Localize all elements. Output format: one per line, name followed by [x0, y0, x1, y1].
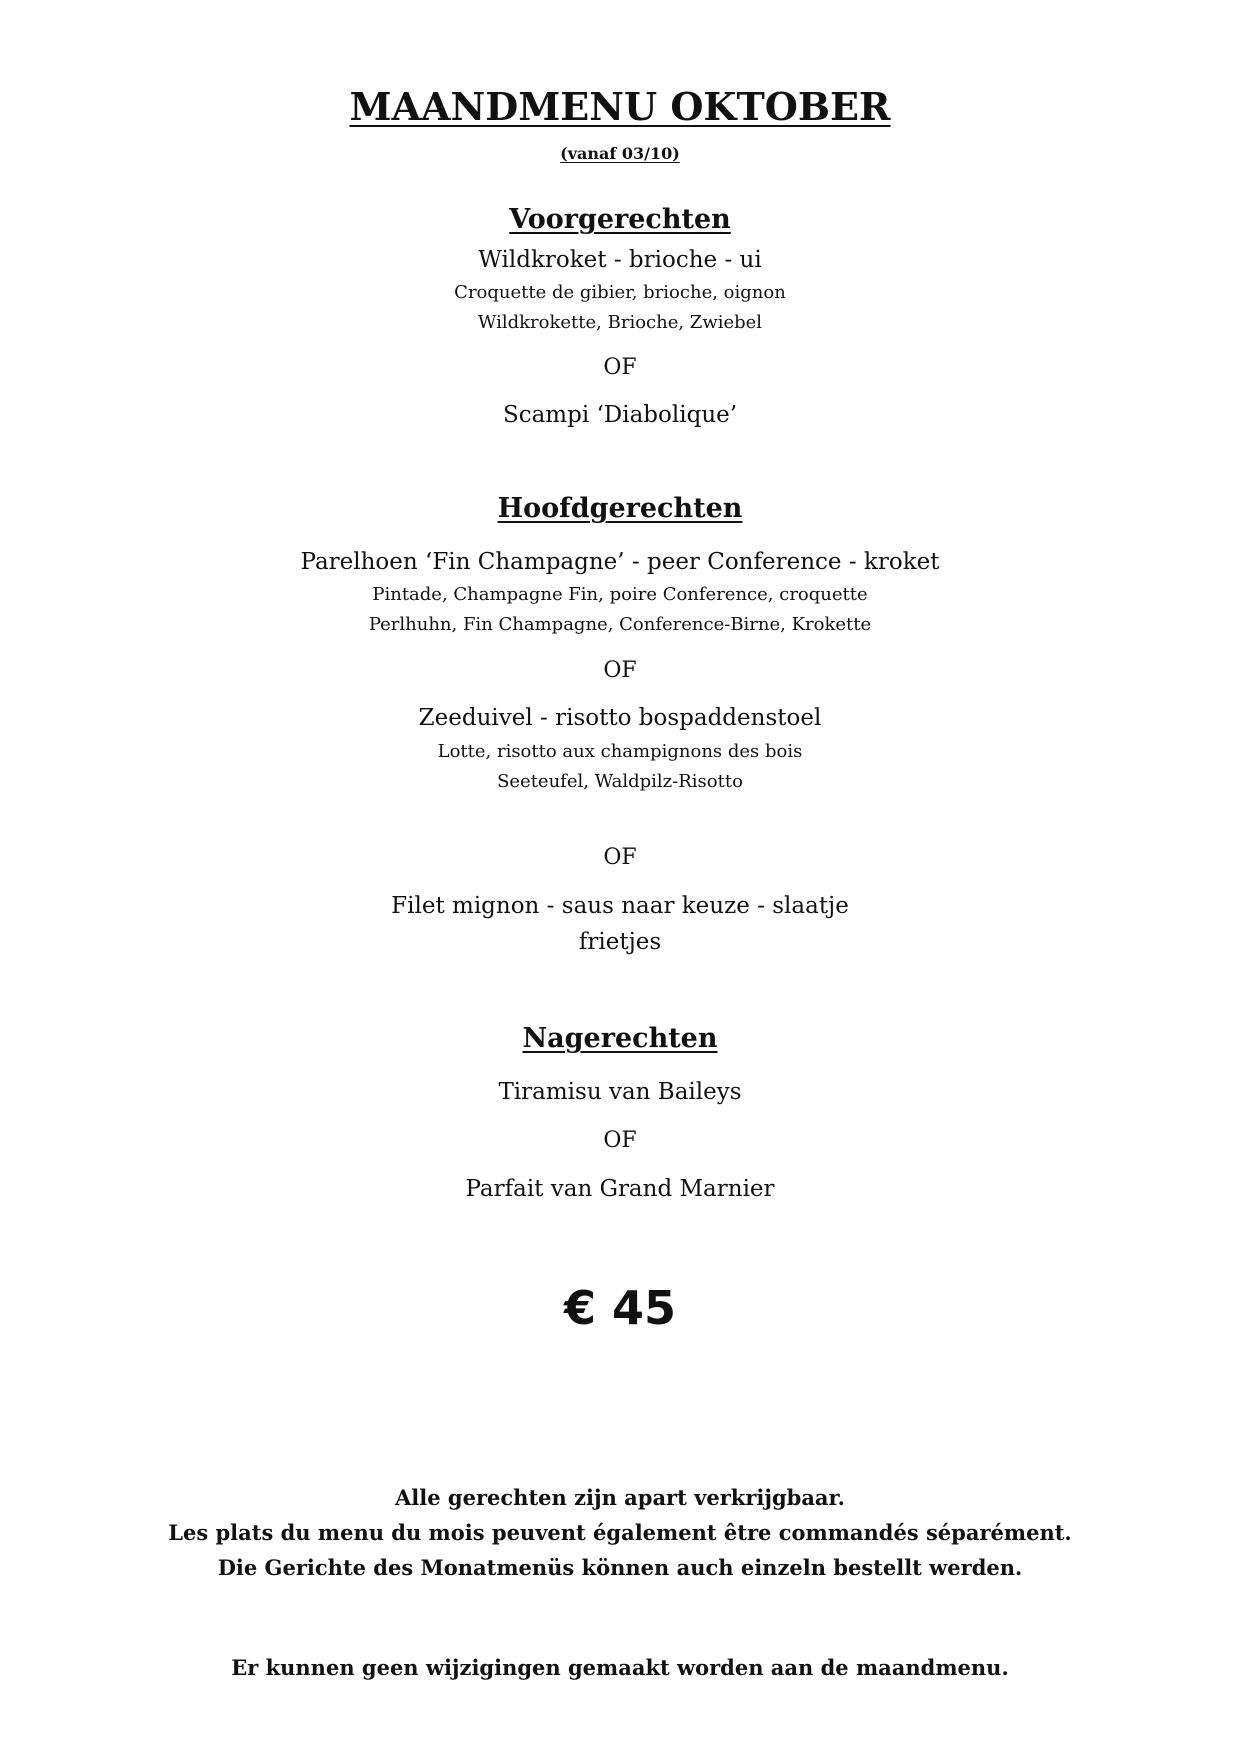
main-1-german: Perlhuhn, Fin Champagne, Conference-Birne, Krokette — [368, 614, 872, 635]
main-or-separator-1: OF — [603, 658, 637, 683]
section-heading-mains: Hoofdgerechten — [497, 493, 743, 524]
main-3-name-line-2: frietjes — [578, 929, 662, 955]
main-3-name-line-1: Filet mignon - saus naar keuze - slaatje — [391, 893, 849, 919]
main-or-separator-2: OF — [603, 845, 637, 870]
dessert-or-separator: OF — [603, 1128, 637, 1153]
starter-or-separator: OF — [603, 355, 637, 380]
main-1-name: Parelhoen ‘Fin Champagne’ - peer Conference - kroket — [300, 549, 940, 575]
main-2-german: Seeteufel, Waldpilz-Risotto — [497, 771, 743, 792]
starter-1-french: Croquette de gibier, brioche, oignon — [454, 282, 786, 303]
starter-1-name: Wildkroket - brioche - ui — [478, 247, 762, 273]
main-1-french: Pintade, Champagne Fin, poire Conference, croquette — [372, 584, 868, 605]
main-2-french: Lotte, risotto aux champignons des bois — [437, 741, 803, 762]
starter-2-name: Scampi ‘Diabolique’ — [502, 402, 738, 428]
dessert-1-name: Tiramisu van Baileys — [498, 1079, 742, 1105]
section-heading-starters: Voorgerechten — [509, 204, 731, 235]
note-dutch: Alle gerechten zijn apart verkrijgbaar. — [395, 1485, 845, 1510]
note-no-changes: Er kunnen geen wijzigingen gemaakt worden aan de maandmenu. — [231, 1655, 1009, 1680]
main-2-name: Zeeduivel - risotto bospaddenstoel — [418, 705, 822, 731]
valid-from-date: (vanaf 03/10) — [560, 144, 680, 163]
page-title: MAANDMENU OKTOBER — [349, 84, 891, 129]
dessert-2-name: Parfait van Grand Marnier — [465, 1176, 775, 1202]
note-german: Die Gerichte des Monatmenüs können auch einzeln bestellt werden. — [217, 1555, 1023, 1580]
menu-price: € 45 — [563, 1281, 677, 1335]
section-heading-desserts: Nagerechten — [522, 1023, 718, 1054]
starter-1-german: Wildkrokette, Brioche, Zwiebel — [477, 312, 763, 333]
note-french: Les plats du menu du mois peuvent également être commandés séparément. — [168, 1520, 1072, 1545]
